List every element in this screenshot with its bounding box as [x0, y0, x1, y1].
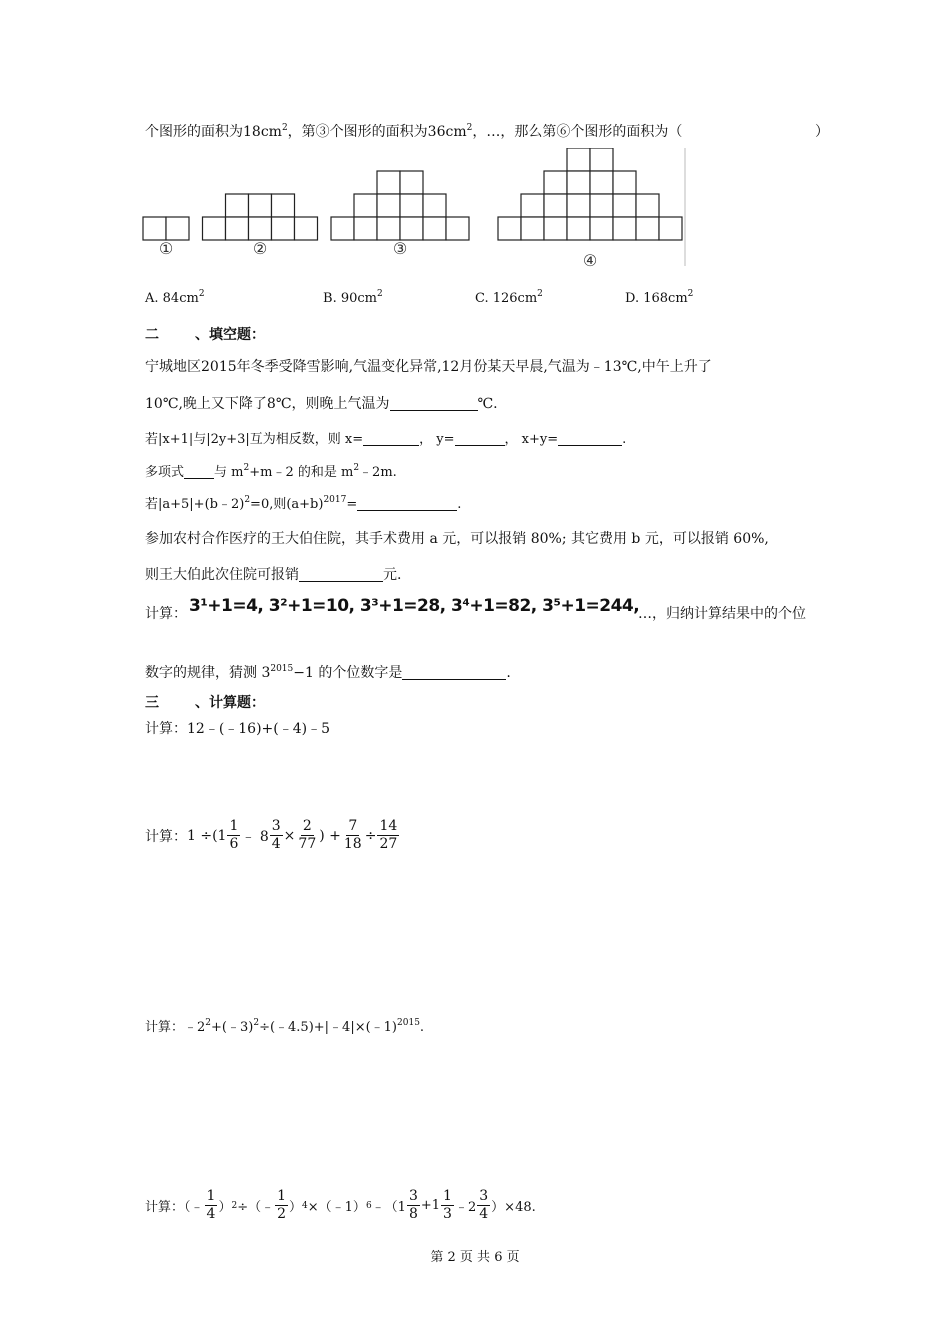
- fraction: $\frac{2}{77}$: [298, 818, 317, 852]
- figure-square: [590, 194, 613, 217]
- fill-q3: 多项式 与 $m^2+m﹣2$ 的和是 $m^2﹣2m$.: [145, 463, 397, 480]
- answer-paren-close: ）: [815, 124, 829, 140]
- fill-q2: 若|x+1|与|2y+3|互为相反数，则 x= ， y= ， x+y= .: [145, 432, 627, 447]
- fill-q1-line2: 10℃,晚上又下降了8℃，则晚上气温为 ℃.: [145, 396, 498, 412]
- fill-q6-tail: …，归纳计算结果中的个位: [638, 606, 806, 622]
- section-3-heading: 三 、计算题：: [145, 695, 265, 711]
- calc-3: 计算：$﹣2^2+(﹣3)^2\div(﹣4.5)+|﹣4|\times(﹣1)^{2015}$.: [145, 1018, 425, 1035]
- fill-q6-line2: 数字的规律，猜测 $3^{2015}-1$ 的个位数字是 .: [145, 664, 511, 681]
- fraction: $\frac{3}{4}$: [479, 1188, 489, 1222]
- figure-square: [446, 217, 469, 240]
- calc-4: 计算：（﹣ $\frac{1}{4}$ ） 2 ÷（﹣ $\frac{1}{2}$ ） 4 ×（﹣1） 6 ﹣（1 $\frac{3}{8}$ +1 $\frac{1}{3}$ ﹣2 $\frac{3}{4}$ ）×48.: [145, 1188, 536, 1222]
- figure-square: [636, 217, 659, 240]
- figure-square: [143, 217, 166, 240]
- fraction: $\frac{14}{27}$: [379, 818, 398, 852]
- page-footer: 第 2 页 共 6 页: [430, 1250, 520, 1265]
- fraction: $\frac{3}{8}$: [408, 1188, 418, 1222]
- figure-square: [203, 217, 226, 240]
- figure-square: [613, 194, 636, 217]
- option-b[interactable]: B. $90cm^2$: [323, 289, 383, 306]
- fraction: $\frac{1}{3}$: [443, 1188, 452, 1222]
- section-2-heading: 二 、填空题：: [145, 327, 265, 343]
- figure-square: [226, 194, 249, 217]
- figure-square: [400, 217, 423, 240]
- answer-blank[interactable]: [390, 395, 478, 411]
- figure-square: [521, 194, 544, 217]
- figure-square: [423, 194, 446, 217]
- figure-square: [354, 217, 377, 240]
- fraction: $\frac{1}{6}$: [229, 818, 239, 852]
- figure-group: [143, 148, 682, 270]
- answer-blank-digit[interactable]: [402, 664, 506, 680]
- prev-question-line: 个图形的面积为$18cm^2$，第③个图形的面积为$36cm^2$，…，那么第⑥个图形的面积为（: [145, 123, 683, 140]
- figure-square: [613, 171, 636, 194]
- answer-blank-xy[interactable]: [558, 430, 622, 446]
- option-a[interactable]: A. $84cm^2$: [145, 289, 205, 306]
- figure-square: [377, 194, 400, 217]
- figure-square: [567, 148, 590, 171]
- answer-blank-poly[interactable]: [184, 463, 214, 479]
- figure-square: [249, 194, 272, 217]
- figure-square: [567, 194, 590, 217]
- figure-square: [590, 148, 613, 171]
- figure-square: [377, 171, 400, 194]
- figure-square: [498, 217, 521, 240]
- fraction: $\frac{1}{2}$: [277, 1188, 287, 1222]
- figure-label: ①: [158, 239, 174, 258]
- figure-square: [567, 171, 590, 194]
- figure-square: [613, 217, 636, 240]
- fraction: $\frac{3}{4}$: [271, 818, 281, 852]
- fraction: $\frac{1}{4}$: [206, 1188, 216, 1222]
- fill-q6-line1: 计算：: [145, 606, 187, 622]
- answer-blank-x[interactable]: [363, 430, 419, 446]
- answer-blank-ab[interactable]: [357, 495, 457, 511]
- figure-square: [272, 194, 295, 217]
- answer-blank-y[interactable]: [455, 430, 505, 446]
- figure-square: [590, 171, 613, 194]
- figure-square: [226, 217, 249, 240]
- square-figures: [140, 148, 700, 273]
- figure-square: [354, 194, 377, 217]
- figure-square: [521, 217, 544, 240]
- figure-square: [166, 217, 189, 240]
- fill-q5-line2: 则王大伯此次住院可报销 元.: [145, 567, 402, 583]
- figure-label: ④: [582, 251, 598, 270]
- figure-square: [544, 194, 567, 217]
- figure-square: [331, 217, 354, 240]
- figure-square: [567, 217, 590, 240]
- figure-square: [400, 194, 423, 217]
- power-sequence-image: 3¹+1=4, 3²+1=10, 3³+1=28, 3⁴+1=82, 3⁵+1=244,: [189, 596, 640, 616]
- option-d[interactable]: D. $168cm^2$: [625, 289, 694, 306]
- figure-square: [544, 217, 567, 240]
- figure-square: [295, 217, 318, 240]
- figure-label: ③: [392, 239, 408, 258]
- figure-square: [659, 217, 682, 240]
- figure-square: [636, 194, 659, 217]
- fill-q5-line1: 参加农村合作医疗的王大伯住院，其手术费用 a 元，可以报销 80%; 其它费用 b 元，可以报销 60%,: [145, 531, 769, 547]
- figure-square: [400, 171, 423, 194]
- figure-label: ②: [252, 239, 268, 258]
- calc-2: 计算： 1 ÷(1 $\frac{1}{6}$ ﹣ 8 $\frac{3}{4}$ × $\frac{2}{77}$ ) + $\frac{7}{18}$ ÷ $\frac{14}{27}$: [145, 818, 398, 852]
- figure-square: [272, 217, 295, 240]
- fraction: $\frac{7}{18}$: [343, 818, 362, 852]
- figure-square: [590, 217, 613, 240]
- answer-blank-refund[interactable]: [299, 566, 383, 582]
- option-c[interactable]: C. $126cm^2$: [475, 289, 543, 306]
- fill-q4: 若|a+5|+(b﹣2)$^2$=0,则$(a+b)^{2017}=$ .: [145, 495, 462, 512]
- figure-square: [249, 217, 272, 240]
- figure-square: [544, 171, 567, 194]
- calc-1: 计算：12﹣(﹣16)+(﹣4)﹣5: [145, 721, 331, 737]
- figure-square: [377, 217, 400, 240]
- fill-q1-line1: 宁城地区2015年冬季受降雪影响,气温变化异常,12月份某天早晨,气温为﹣13℃,中午上升了: [145, 359, 712, 375]
- figure-square: [423, 217, 446, 240]
